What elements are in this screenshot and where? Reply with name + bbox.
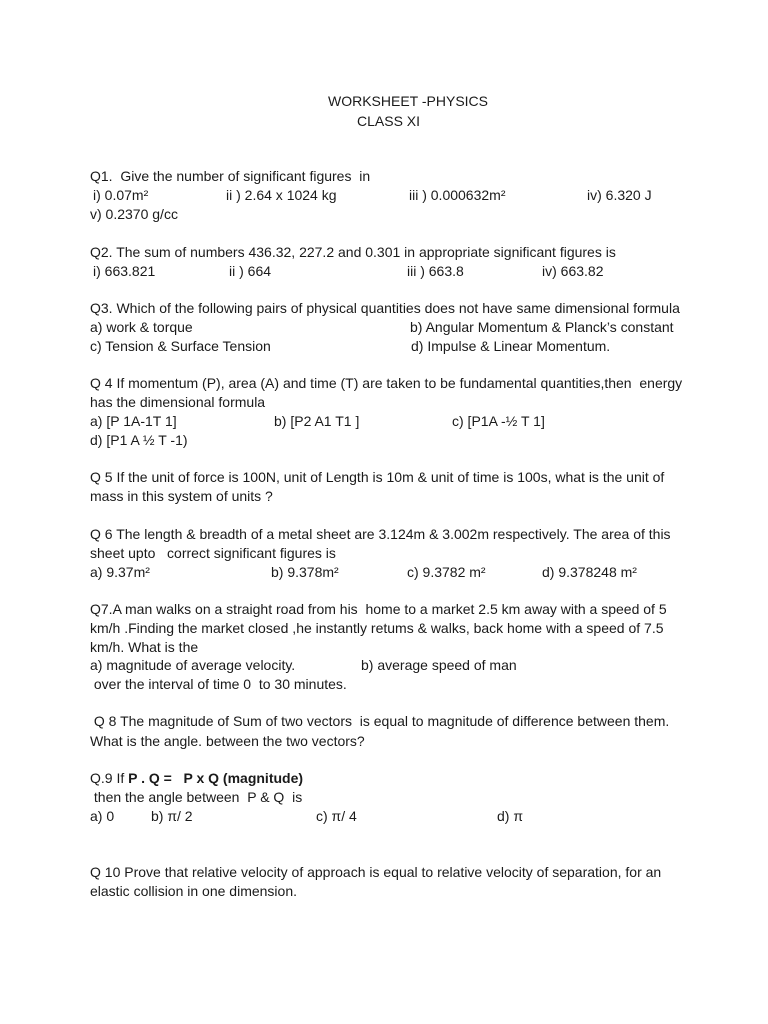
question-3-option-c: c) Tension & Surface Tension <box>90 338 271 354</box>
question-3-option-d: d) Impulse & Linear Momentum. <box>411 338 611 354</box>
question-6-option-a: a) 9.37m² <box>90 564 150 580</box>
question-4-stem-line-2: has the dimensional formula <box>90 394 266 410</box>
worksheet-title: WORKSHEET -PHYSICS <box>328 93 488 109</box>
question-3-option-a: a) work & torque <box>90 319 193 335</box>
question-9-line-2: then the angle between P & Q is <box>90 789 303 805</box>
question-1-stem: Q1. Give the number of significant figures in <box>90 168 371 184</box>
question-7-line-3: km/h. What is the <box>90 639 199 655</box>
question-8-line-2: What is the angle. between the two vectors? <box>90 733 365 749</box>
class-label: CLASS XI <box>357 113 421 129</box>
question-7-option-a: a) magnitude of average velocity. <box>90 657 296 673</box>
question-2-option-iv: iv) 663.82 <box>542 263 604 279</box>
question-6-option-d: d) 9.378248 m² <box>542 564 637 580</box>
question-9-option-a: a) 0 <box>90 808 115 824</box>
question-9-option-b: b) π/ 2 <box>151 808 193 824</box>
question-5-line-2: mass in this system of units ? <box>90 488 273 504</box>
question-3-option-b: b) Angular Momentum & Planck’s constant <box>410 319 674 335</box>
question-9-condition: P . Q = P x Q (magnitude) <box>128 770 304 786</box>
question-2-stem: Q2. The sum of numbers 436.32, 227.2 and 0.301 in appropriate significant figures is <box>90 244 616 260</box>
question-9-option-d: d) π <box>497 808 523 824</box>
question-7-line-4: over the interval of time 0 to 30 minutes. <box>90 676 347 692</box>
question-4-option-d: d) [P1 A ½ T -1) <box>90 432 188 448</box>
question-1-option-iv: iv) 6.320 J <box>587 187 652 203</box>
question-3-stem: Q3. Which of the following pairs of physical quantities does not have same dimensional formula <box>90 300 680 316</box>
question-6-option-c: c) 9.3782 m² <box>407 564 486 580</box>
question-6-option-b: b) 9.378m² <box>271 564 339 580</box>
question-4-option-c: c) [P1A -½ T 1] <box>452 413 545 429</box>
question-4-option-a: a) [P 1A-1T 1] <box>90 413 177 429</box>
question-4-stem-line-1: Q 4 If momentum (P), area (A) and time (T) are taken to be fundamental quantities,then energy <box>90 375 683 391</box>
question-4-option-b: b) [P2 A1 T1 ] <box>274 413 360 429</box>
question-6-line-1: Q 6 The length & breadth of a metal sheet are 3.124m & 3.002m respectively. The area of this <box>90 526 671 542</box>
question-6-line-2: sheet upto correct significant figures is <box>90 545 336 561</box>
question-1-option-i: i) 0.07m² <box>93 187 149 203</box>
question-9-stem <box>90 769 303 787</box>
question-10-line-1: Q 10 Prove that relative velocity of approach is equal to relative velocity of separation, for an <box>90 864 662 880</box>
question-2-option-iii: iii ) 663.8 <box>407 263 464 279</box>
question-1-option-iii: iii ) 0.000632m² <box>409 187 506 203</box>
question-5-line-1: Q 5 If the unit of force is 100N, unit of Length is 10m & unit of time is 100s, what is the unit of <box>90 469 665 485</box>
question-8-line-1: Q 8 The magnitude of Sum of two vectors is equal to magnitude of difference between them. <box>90 713 670 729</box>
question-7-line-2: km/h .Finding the market closed ,he instantly retums & walks, back home with a speed of 7.5 <box>90 620 664 636</box>
question-10-line-2: elastic collision in one dimension. <box>90 883 297 899</box>
question-1-option-ii: ii ) 2.64 x 1024 kg <box>226 187 337 203</box>
question-2-option-i: i) 663.821 <box>93 263 156 279</box>
question-9-prefix: Q.9 If <box>90 770 129 786</box>
question-7-option-b: b) average speed of man <box>361 657 517 673</box>
question-9-option-c: c) π/ 4 <box>316 808 357 824</box>
question-1-option-v: v) 0.2370 g/cc <box>90 206 178 222</box>
question-2-option-ii: ii ) 664 <box>229 263 272 279</box>
question-7-line-1: Q7.A man walks on a straight road from his home to a market 2.5 km away with a speed of 5 <box>90 601 667 617</box>
